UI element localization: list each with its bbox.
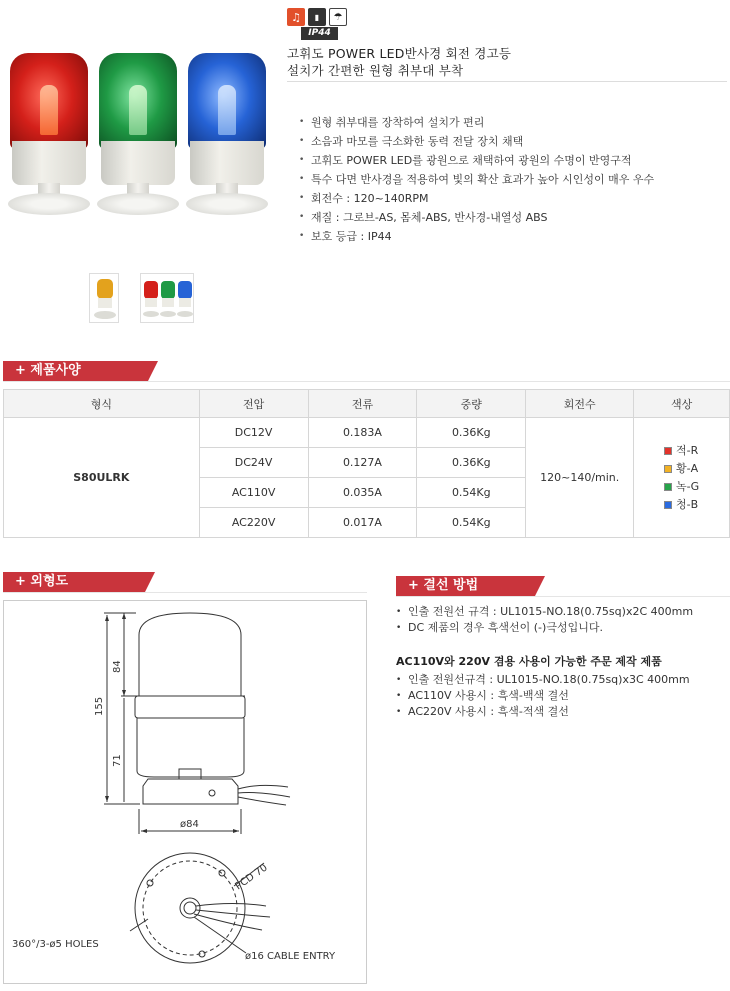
outline-section-title: + 외형도 [15, 574, 69, 589]
feature-item: • 소음과 마모를 극소화한 동력 전달 장치 채택 [299, 132, 654, 151]
col-color: 색상 [634, 390, 730, 418]
alarm-icon: ♫ [287, 8, 305, 26]
col-current: 전류 [308, 390, 417, 418]
dim-dia84-label: ø84 [180, 819, 199, 830]
pcd-label: PCD 70 [233, 862, 270, 893]
feature-item: • 회전수 : 120~140RPM [299, 189, 654, 208]
voltage-cell: DC12V [199, 418, 308, 448]
color-option-amber [664, 460, 699, 478]
feature-list [299, 113, 654, 246]
wiring-section-rule [396, 596, 730, 597]
cable-entry-label: ø16 CABLE ENTRY [245, 951, 336, 962]
led-icon: ▮ [308, 8, 326, 26]
weight-cell: 0.54Kg [417, 478, 526, 508]
weight-cell: 0.54Kg [417, 508, 526, 538]
feature-item: • 보호 등급 : IP44 [299, 227, 654, 246]
col-weight: 중량 [417, 390, 526, 418]
red-lamp [4, 45, 94, 223]
title-divider [287, 81, 727, 82]
voltage-cell: AC220V [199, 508, 308, 538]
wiring-info [396, 604, 726, 720]
color-options [664, 442, 699, 514]
color-option-green [664, 478, 699, 496]
voltage-cell: DC24V [199, 448, 308, 478]
outline-section-rule [3, 592, 367, 593]
feature-item: • 고휘도 POWER LED를 광원으로 채택하여 광원의 수명이 반영구적 [299, 151, 654, 170]
weight-cell: 0.36Kg [417, 448, 526, 478]
wiring-item: • AC220V 사용시 : 흑색-적색 결선 [396, 704, 726, 720]
feature-item: • 재질 : 그로브-AS, 몸체-ABS, 반사경-내열성 ABS [299, 208, 654, 227]
red-swatch-icon [664, 447, 672, 455]
thumbnail-amber[interactable] [89, 273, 119, 323]
spec-section-title: + 제품사양 [15, 363, 81, 378]
wiring-item: • DC 제품의 경우 흑색선이 (-)극성입니다. [396, 620, 726, 636]
current-cell: 0.127A [308, 448, 417, 478]
col-rpm: 회전수 [526, 390, 634, 418]
col-voltage: 전압 [199, 390, 308, 418]
spec-section-rule [3, 381, 730, 382]
table-header-row [4, 390, 730, 418]
wiring-subheading: AC110V와 220V 겸용 사용이 가능한 주문 제작 제품 [396, 655, 662, 668]
outline-section-header [3, 572, 155, 592]
wiring-item: • 인출 전원선 규격 : UL1015-NO.18(0.75sq)x2C 400mm [396, 604, 726, 620]
product-title [287, 45, 511, 79]
table-row [4, 418, 730, 448]
color-option-blue [664, 496, 699, 514]
blue-swatch-icon [664, 501, 672, 509]
certification-icons [287, 8, 347, 26]
dimension-drawing [3, 600, 367, 984]
thumbnail-rgb[interactable] [140, 273, 194, 323]
color-option-red [664, 442, 699, 460]
rpm-cell: 120~140/min. [526, 418, 634, 538]
feature-item: • 원형 취부대를 장착하여 설치가 편리 [299, 113, 654, 132]
product-title-line1: 고휘도 POWER LED반사경 회전 경고등 [287, 46, 512, 61]
amber-swatch-icon [664, 465, 672, 473]
dim-71-label: 71 [112, 754, 123, 767]
feature-item: • 특수 다면 반사경을 적용하여 빛의 확산 효과가 높아 시인성이 매우 우수 [299, 170, 654, 189]
wiring-section-header [396, 576, 545, 596]
product-photo [2, 45, 274, 225]
current-cell: 0.183A [308, 418, 417, 448]
weight-cell: 0.36Kg [417, 418, 526, 448]
green-lamp [93, 45, 183, 223]
current-cell: 0.035A [308, 478, 417, 508]
color-label: 청-B [676, 497, 699, 511]
spec-section-header [3, 361, 158, 381]
green-swatch-icon [664, 483, 672, 491]
spec-table [3, 389, 730, 538]
blue-lamp [182, 45, 272, 223]
wiring-item: • 인출 전원선규격 : UL1015-NO.18(0.75sq)x3C 400mm [396, 672, 726, 688]
color-label: 녹-G [676, 479, 700, 493]
color-label: 적-R [676, 443, 699, 457]
dim-84-label: 84 [112, 660, 123, 673]
drawing-svg [4, 601, 366, 983]
color-cell [634, 418, 730, 538]
color-label: 황-A [676, 461, 699, 475]
umbrella-icon: ☂ [329, 8, 347, 26]
dim-155-label: 155 [94, 696, 105, 716]
holes-label: 360°/3-ø5 HOLES [12, 939, 99, 950]
model-cell: S80ULRK [4, 418, 200, 538]
wiring-item: • AC110V 사용시 : 흑색-백색 결선 [396, 688, 726, 704]
col-model: 형식 [4, 390, 200, 418]
voltage-cell: AC110V [199, 478, 308, 508]
ip-rating-badge: IP44 [301, 27, 338, 40]
product-title-line2: 설치가 간편한 원형 취부대 부착 [287, 63, 464, 78]
current-cell: 0.017A [308, 508, 417, 538]
wiring-section-title: + 결선 방법 [408, 578, 479, 593]
